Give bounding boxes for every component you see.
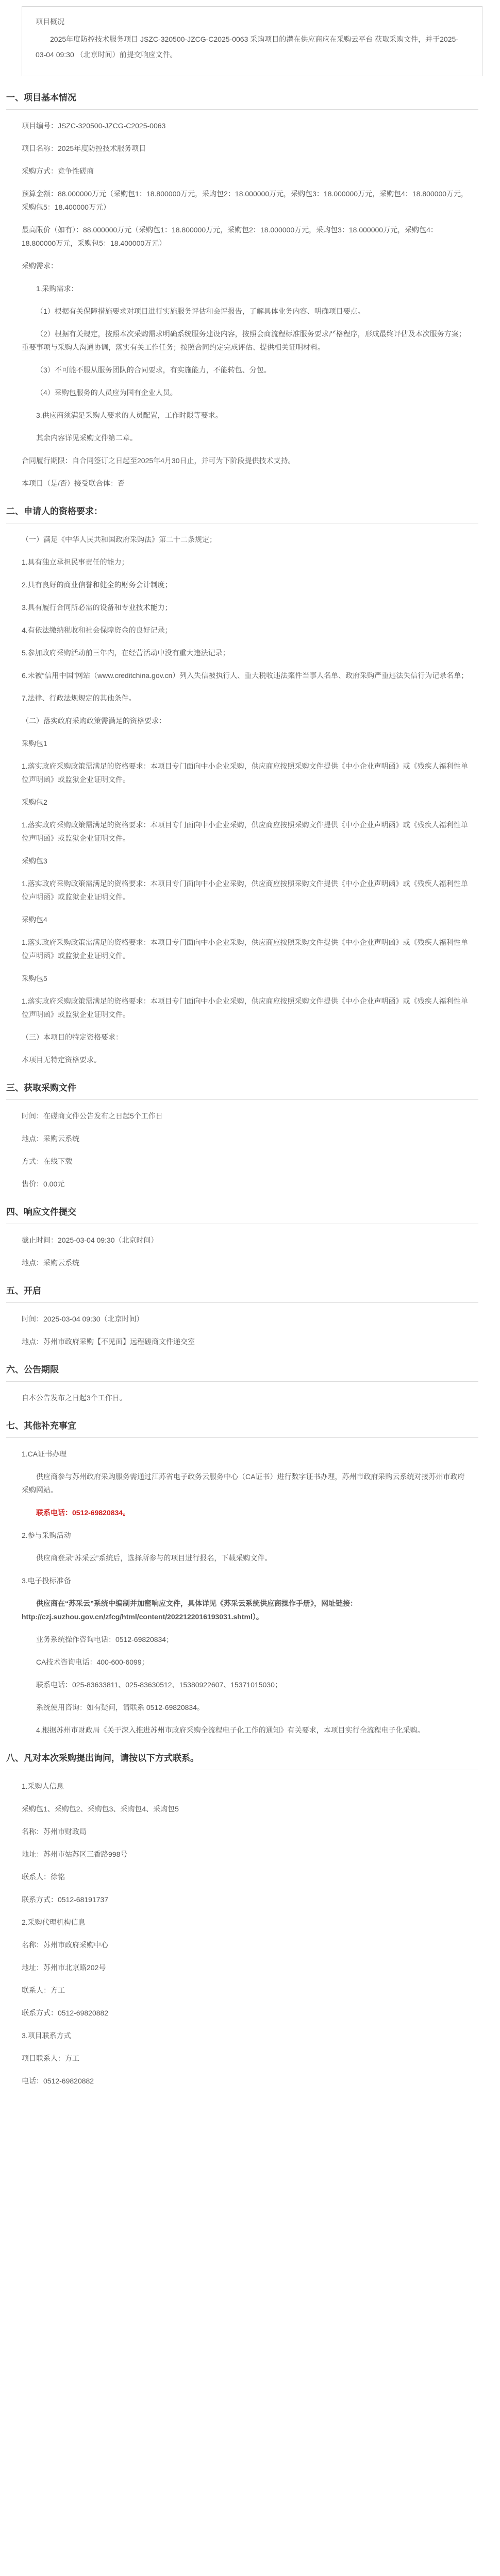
project-contact-person: 项目联系人：方工 (22, 2054, 79, 2062)
obtain-location: 地点：采购云系统 (22, 1134, 79, 1143)
qualification-item: 2.具有良好的商业信誉和健全的财务会计制度； (22, 581, 172, 589)
section-submission-title: 四、响应文件提交 (6, 1206, 478, 1224)
procurement-method: 采购方式：竞争性磋商 (22, 167, 94, 175)
notice-period: 自本公告发布之日起3个工作日。 (22, 1394, 127, 1402)
qualification-item: 4.有依法缴纳税收和社会保障资金的良好记录； (22, 626, 172, 634)
purchaser-contact: 联系人：徐铭 (22, 1873, 65, 1881)
max-price: 最高限价（如有）：88.000000万元（采购包1：18.800000万元，采购包2：18.000000万元，采购包3：18.000000万元，采购包4：18.800000万元，采购包5：18.400000万元） (22, 226, 438, 247)
requirements-item: 3.供应商须满足采购人要求的人员配置，工作时限等要求。 (36, 411, 223, 419)
ca-tech-phone: CA技术咨询电话：400-600-6099； (36, 1658, 149, 1666)
section-obtain-docs-title: 三、获取采购文件 (6, 1082, 478, 1100)
section-other-matters-title: 七、其他补充事宜 (6, 1420, 478, 1438)
project-summary-box (22, 6, 482, 76)
qualification-item: 6.未被“信用中国”网站（www.creditchina.gov.cn）列入失信被执行人、重大税收违法案件当事人名单、政府采购严重违法失信行为记录名单； (22, 671, 469, 680)
ca-certificate-text: 供应商参与苏州政府采购服务需通过江苏省电子政务云服务中心（CA证书）进行数字证书办理，苏州市政府采购云系统对接苏州市政府采购网站。 (22, 1472, 465, 1494)
package-policy: 1.落实政府采购政策需满足的资格要求：本项目专门面向中小企业采购，供应商应按照采购文件提供《中小企业声明函》或《残疾人福利性单位声明函》或监狱企业证明文件。 (22, 997, 468, 1019)
obtain-time: 时间：在磋商文件公告发布之日起5个工作日 (22, 1112, 163, 1120)
qualification-item: （一）满足《中华人民共和国政府采购法》第二十二条规定； (22, 535, 216, 544)
agency-contact: 联系人：方工 (22, 1986, 65, 1994)
section-qualification (22, 533, 469, 1066)
project-contact-heading: 3.项目联系方式 (22, 2031, 71, 2040)
section-project-info-title: 一、项目基本情况 (6, 92, 478, 110)
requirements-label: 采购需求： (22, 262, 58, 270)
system-support-phone: 业务系统操作咨询电话：0512-69820834； (36, 1635, 174, 1643)
summary-text: 2025年度防控技术服务项目 JSZC-320500-JZCG-C2025-0063 采购项目的潜在供应商应在采购云平台 获取采购文件，并于2025-03-04 09:30 （北京时间）前提交响应文件。 (36, 35, 458, 59)
contract-period: 合同履行期限：自合同签订之日起至2025年4月30日止，并可为下阶段提供技术支持。 (22, 456, 295, 465)
package-policy: 1.落实政府采购政策需满足的资格要求：本项目专门面向中小企业采购，供应商应按照采购文件提供《中小企业声明函》或《残疾人福利性单位声明函》或监狱企业证明文件。 (22, 938, 468, 960)
specific-requirements: 本项目无特定资格要求。 (22, 1056, 101, 1064)
section-obtain-docs (22, 1109, 469, 1191)
section-opening (22, 1312, 469, 1348)
requirements-note: 其余内容详见采购文件第二章。 (36, 434, 137, 442)
ca-contact-phone: 联系电话：0512-69820834。 (36, 1509, 130, 1517)
section-qualification-title: 二、申请人的资格要求： (6, 505, 478, 523)
requirements-item: （3）不可能不服从服务团队的合同要求，有实施能力，不能转包、分包。 (36, 366, 271, 374)
purchaser-packages: 采购包1、采购包2、采购包3、采购包4、采购包5 (22, 1805, 179, 1813)
policy-requirements-label: （二）落实政府采购政策需满足的资格要求： (22, 717, 166, 725)
package-label: 采购包5 (22, 974, 47, 982)
package-label: 采购包1 (22, 739, 47, 748)
section-contact (22, 1780, 469, 2088)
qualification-item: 7.法律、行政法规规定的其他条件。 (22, 694, 136, 702)
package-policy: 1.落实政府采购政策需满足的资格要求：本项目专门面向中小企业采购，供应商应按照采购文件提供《中小企业声明函》或《残疾人福利性单位声明函》或监狱企业证明文件。 (22, 762, 468, 784)
contact-phones: 联系电话：025-83633811、025-83630512、15380922607、15371015030； (36, 1681, 282, 1689)
obtain-price: 售价：0.00元 (22, 1180, 65, 1188)
section-project-info (22, 119, 469, 490)
project-name: 项目名称：2025年度防控技术服务项目 (22, 144, 146, 152)
purchaser-heading: 1.采购人信息 (22, 1782, 64, 1790)
participation-heading: 2.参与采购活动 (22, 1531, 71, 1539)
participation-text: 供应商登录“苏采云”系统后，选择所参与的项目进行报名，下载采购文件。 (36, 1554, 272, 1562)
qualification-item: 1.具有独立承担民事责任的能力； (22, 558, 129, 566)
budget-amount: 预算金额：88.000000万元（采购包1：18.800000万元，采购包2：18.000000万元，采购包3：18.000000万元，采购包4：18.800000万元，采购包5：18.400000万元） (22, 190, 469, 211)
electronic-procurement-note: 4.根据苏州市财政局《关于深入推进苏州市政府采购全流程电子化工作的通知》有关要求，本项目实行全流程电子化采购。 (36, 1726, 425, 1734)
section-other-matters (22, 1447, 469, 1737)
purchaser-address: 地址：苏州市姑苏区三香路998号 (22, 1850, 128, 1858)
section-notice-period-title: 六、公告期限 (6, 1364, 478, 1382)
bid-prep-heading: 3.电子投标准备 (22, 1577, 71, 1585)
specific-requirements-label: （三）本项目的特定资格要求： (22, 1033, 123, 1041)
agency-heading: 2.采购代理机构信息 (22, 1918, 86, 1926)
qualification-item: 5.参加政府采购活动前三年内，在经营活动中没有重大违法记录； (22, 649, 230, 657)
ca-certificate-heading: 1.CA证书办理 (22, 1450, 67, 1458)
section-submission (22, 1233, 469, 1269)
agency-phone: 联系方式：0512-69820882 (22, 2009, 109, 2017)
project-number: 项目编号：JSZC-320500-JZCG-C2025-0063 (22, 122, 166, 130)
requirements-item: （2）根据有关规定，按照本次采购需求明确系统服务建设内容，按照会商流程标准服务要求严格程序，形成最终评估及本次服务方案；重要事项与采购人沟通协调，落实有关工作任务；按照合同约定完成评估、提供相关证明材料。 (22, 330, 466, 351)
agency-address: 地址：苏州市北京路202号 (22, 1963, 106, 1972)
section-contact-title: 八、凡对本次采购提出询问，请按以下方式联系。 (6, 1752, 478, 1770)
purchaser-name: 名称：苏州市财政局 (22, 1827, 87, 1836)
obtain-method: 方式：在线下载 (22, 1157, 72, 1165)
requirements-item: （1）根据有关保障措施要求对项目进行实施服务评估和会评报告，了解具体业务内容、明确项目要点。 (36, 307, 365, 315)
submission-location: 地点：采购云系统 (22, 1259, 79, 1267)
package-label: 采购包2 (22, 798, 47, 806)
bid-prep-text: 供应商在“苏采云”系统中编制并加密响应文件，具体详见《苏采云系统供应商操作手册》，网址链接：http://czj.suzhou.gov.cn/zfcg/html/content/2022122016193031.shtml）。 (22, 1599, 357, 1621)
section-notice-period (22, 1391, 469, 1404)
package-policy: 1.落实政府采购政策需满足的资格要求：本项目专门面向中小企业采购，供应商应按照采购文件提供《中小企业声明函》或《残疾人福利性单位声明函》或监狱企业证明文件。 (22, 821, 468, 842)
submission-deadline: 截止时间：2025-03-04 09:30（北京时间） (22, 1236, 158, 1244)
opening-location: 地点：苏州市政府采购【不见面】远程磋商文件递交室 (22, 1337, 195, 1346)
agency-name: 名称：苏州市政府采购中心 (22, 1941, 108, 1949)
opening-time: 时间：2025-03-04 09:30（北京时间） (22, 1315, 144, 1323)
consortium-note: 本项目（是/否）接受联合体：否 (22, 479, 125, 487)
package-label: 采购包3 (22, 857, 47, 865)
purchaser-phone: 联系方式：0512-68191737 (22, 1895, 109, 1904)
project-contact-phone: 电话：0512-69820882 (22, 2077, 94, 2085)
system-usage-contact: 系统使用咨询：如有疑问，请联系 0512-69820834。 (36, 1703, 204, 1711)
qualification-item: 3.具有履行合同所必需的设备和专业技术能力； (22, 603, 172, 612)
package-label: 采购包4 (22, 916, 47, 924)
package-policy: 1.落实政府采购政策需满足的资格要求：本项目专门面向中小企业采购，供应商应按照采购文件提供《中小企业声明函》或《残疾人福利性单位声明函》或监狱企业证明文件。 (22, 879, 468, 901)
requirements-item: （4）采购包服务的人员应为国有企业人员。 (36, 388, 177, 397)
requirements-item: 1.采购需求： (36, 284, 78, 293)
summary-title: 项目概况 (36, 18, 64, 26)
section-opening-title: 五、开启 (6, 1285, 478, 1303)
